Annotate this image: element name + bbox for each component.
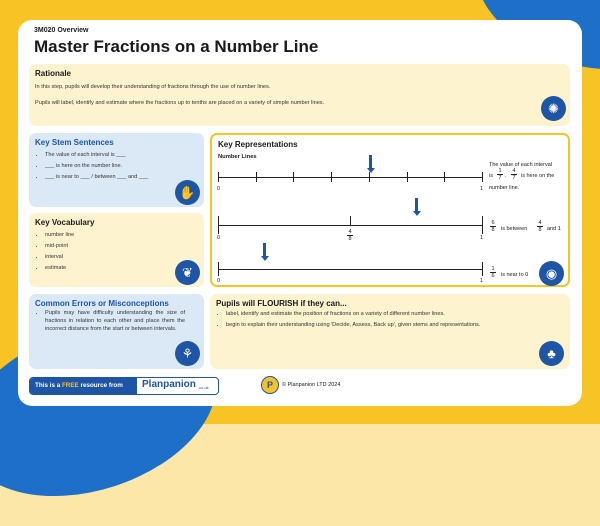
errors-heading: Common Errors or Misconceptions bbox=[35, 299, 169, 308]
caption: and 1 bbox=[547, 226, 561, 232]
eye-icon: ◉ bbox=[539, 261, 564, 286]
arrow-icon bbox=[263, 243, 266, 257]
fraction: $\frac{6}{8}$ bbox=[491, 220, 495, 233]
brand-logo: Planpanion bbox=[142, 379, 196, 390]
tick-label: 1 bbox=[480, 278, 484, 284]
caption: The value of each interval bbox=[489, 162, 552, 168]
caption: is between bbox=[501, 226, 528, 232]
page-title: Master Fractions on a Number Line bbox=[34, 37, 319, 56]
list-item: • interval bbox=[45, 252, 175, 263]
list-item: • begin to explain their understanding using 'Decide, Assess, Back up', given stems and representations. bbox=[226, 320, 536, 331]
planpanion-logo-icon: P bbox=[261, 376, 279, 394]
rationale-heading: Rationale bbox=[35, 69, 72, 78]
free-resource-banner[interactable] bbox=[29, 377, 219, 395]
tick-label: 0 bbox=[217, 235, 221, 241]
stems-list bbox=[35, 150, 195, 183]
brain-icon: ✺ bbox=[541, 96, 566, 121]
caption: number line. bbox=[489, 185, 520, 191]
caption: . bbox=[505, 173, 507, 179]
caption: is here on the bbox=[521, 173, 555, 179]
fraction: $\frac{1}{6}$ bbox=[491, 266, 495, 279]
list-item: • number line bbox=[45, 230, 175, 241]
tick-label: 0 bbox=[217, 186, 221, 192]
lesson-code: 3M020 Overview bbox=[34, 27, 89, 34]
list-item: • label, identify and estimate the position of fractions on a variety of different number lines. bbox=[226, 309, 536, 320]
flourish-heading: Pupils will FLOURISH if they can... bbox=[216, 299, 347, 308]
caption: is bbox=[489, 173, 493, 179]
caption: is near to 0 bbox=[501, 272, 529, 278]
list-item: • Pupils may have difficulty understanding the size of fractions in relation to each other and place them the incorrect distance from the start or between intervals. bbox=[45, 309, 185, 333]
tick-label: 1 bbox=[480, 186, 484, 192]
arrow-icon bbox=[415, 198, 418, 212]
errors-list bbox=[35, 309, 185, 333]
tick-label: 0 bbox=[217, 278, 221, 284]
rationale-panel bbox=[29, 64, 570, 126]
list-item: • estimate bbox=[45, 263, 175, 274]
branch-icon: ⚘ bbox=[175, 341, 200, 366]
vocab-heading: Key Vocabulary bbox=[35, 218, 95, 227]
list-item: • ___ is here on the number line. bbox=[45, 161, 195, 172]
fraction: $\frac{4}{8}$ bbox=[348, 229, 352, 242]
number-lines-label: Number Lines bbox=[218, 154, 257, 160]
vocab-list bbox=[35, 230, 175, 274]
fraction: $\frac{1}{7}$ bbox=[498, 168, 502, 181]
copyright: © Planpanion LTD 2024 bbox=[282, 382, 341, 388]
rationale-text-2: Pupils will label, identify and estimate where the fractions up to tenths are placed on a variety of simple number lines. bbox=[35, 100, 325, 106]
flourish-list bbox=[216, 309, 536, 331]
free-label: This is a FREE resource from bbox=[30, 378, 137, 394]
list-item: • ___ is near to ___ / between ___ and ___ bbox=[45, 172, 195, 183]
fraction: $\frac{4}{8}$ bbox=[538, 220, 542, 233]
fraction: $\frac{4}{7}$ bbox=[512, 168, 516, 181]
representations-panel bbox=[210, 133, 570, 287]
hand-icon: ✋ bbox=[175, 180, 200, 205]
list-item: • The value of each interval is ___ bbox=[45, 150, 195, 161]
flourish-panel bbox=[210, 294, 570, 369]
arrow-icon bbox=[369, 155, 372, 169]
brand-suffix: .co.uk bbox=[198, 385, 209, 390]
tree-icon: ♣ bbox=[539, 341, 564, 366]
representations-heading: Key Representations bbox=[218, 140, 298, 149]
vocab-panel bbox=[29, 213, 204, 287]
tick-label: 1 bbox=[480, 235, 484, 241]
stems-panel bbox=[29, 133, 204, 207]
list-item: • mid-point bbox=[45, 241, 175, 252]
rationale-text-1: In this step, pupils will develop their understanding of fractions through the use of number lines. bbox=[35, 84, 271, 90]
stems-heading: Key Stem Sentences bbox=[35, 138, 114, 147]
leaves-icon: ❦ bbox=[175, 260, 200, 285]
errors-panel bbox=[29, 294, 204, 369]
